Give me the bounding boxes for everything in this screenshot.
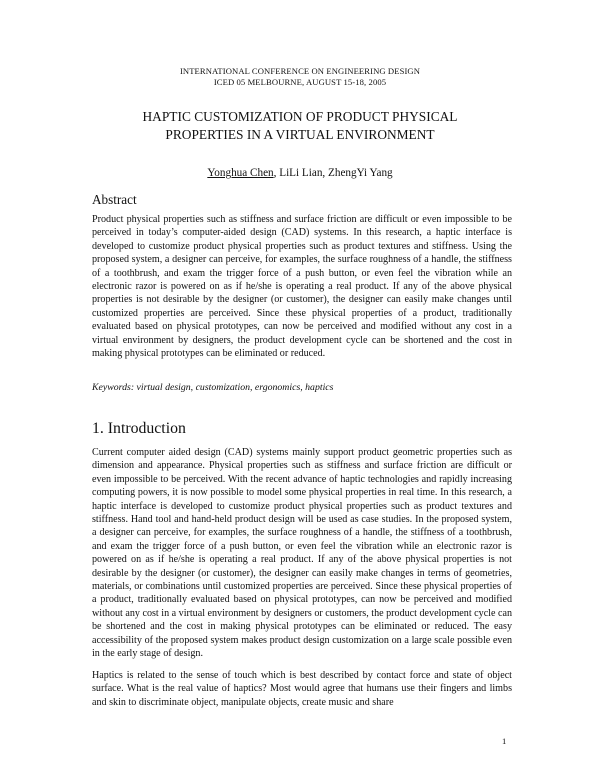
paper-title-line-1: HAPTIC CUSTOMIZATION OF PRODUCT PHYSICAL [142, 109, 458, 124]
conference-name: INTERNATIONAL CONFERENCE ON ENGINEERING DESIGN [179, 66, 421, 76]
conference-location-date: ICED 05 MELBOURNE, AUGUST 15-18, 2005 [213, 77, 387, 87]
introduction-heading: 1. Introduction [92, 420, 186, 437]
introduction-paragraph-1: Current computer aided design (CAD) systems mainly support product geometric properties such as dimension and appearance. Physical properties such as stiffness and surface friction are difficult or even impossible to be perceived. With the recent advance of haptic technologies and rapidly increasing computing powers, it is now possible to model some physical properties in real time. In this research, a haptic interface is developed to customize product physical properties such as product textures and stiffness. Hand tool and hand-held product design will be used as case studies. In the proposed system, a designer can perceive, for examples, the surface roughness of a handle, the stiffness of a toothbrush, and exam the trigger force of a push button, or even feel the vibration while an electronic razor is powered on as if he/she is operating a real product. If any of the above physical properties is not desirable by the designer (or customer), the designer can easily make changes in terms of geometries, materials, or combinations until customized properties are perceived. Since these physical properties of a product, traditionally evaluated based on physical prototypes, can now be perceived and modified without any cost in a virtual environment by designers or customers, the product development cycle can be shortened and the cost in making physical prototypes can be eliminated or reduced. The easy accessibility of the proposed system makes product design customization on a large scale possible even in the early stage of design. [92, 447, 512, 660]
abstract-text: Product physical properties such as stiffness and surface friction are difficult or even impossible to be perceived in today’s computer-aided design (CAD) systems. In this research, a haptic interface is developed to customize product physical properties such as product textures and stiffness. Using the proposed system, a designer can perceive, for examples, the surface roughness of a handle, the stiffness of a toothbrush, and exam the trigger force of a push button, or even feel the vibration while an electronic razor is powered on as if he/she is operating a real product. If any of the above physical properties is not desirable by the designer (or customer), the designer can easily make changes until customized properties are perceived. Since these physical properties of a product, traditionally evaluated based on physical prototypes, can now be perceived and modified without any cost in a virtual environment by designers, the product development cycle can be shortened and the cost in making physical prototypes can be eliminated or reduced. [92, 214, 512, 360]
corresponding-author: Yonghua Chen [207, 167, 274, 179]
page-number: 1 [502, 736, 507, 746]
abstract-heading: Abstract [92, 192, 137, 207]
conference-header [0, 66, 600, 88]
introduction-paragraph-2: Haptics is related to the sense of touch which is best described by contact force and state of object surface. What is the real value of haptics? Most would agree that humans use their fingers and limbs and skin to discriminate object, manipulate objects, create music and share [92, 670, 512, 708]
co-authors: , LiLi Lian, ZhengYi Yang [273, 167, 393, 179]
paper-title-line-2: PROPERTIES IN A VIRTUAL ENVIRONMENT [165, 127, 435, 142]
keywords: Keywords: virtual design, customization, ergonomics, haptics [92, 382, 334, 393]
paper-title [0, 108, 600, 144]
author-list [0, 166, 600, 180]
